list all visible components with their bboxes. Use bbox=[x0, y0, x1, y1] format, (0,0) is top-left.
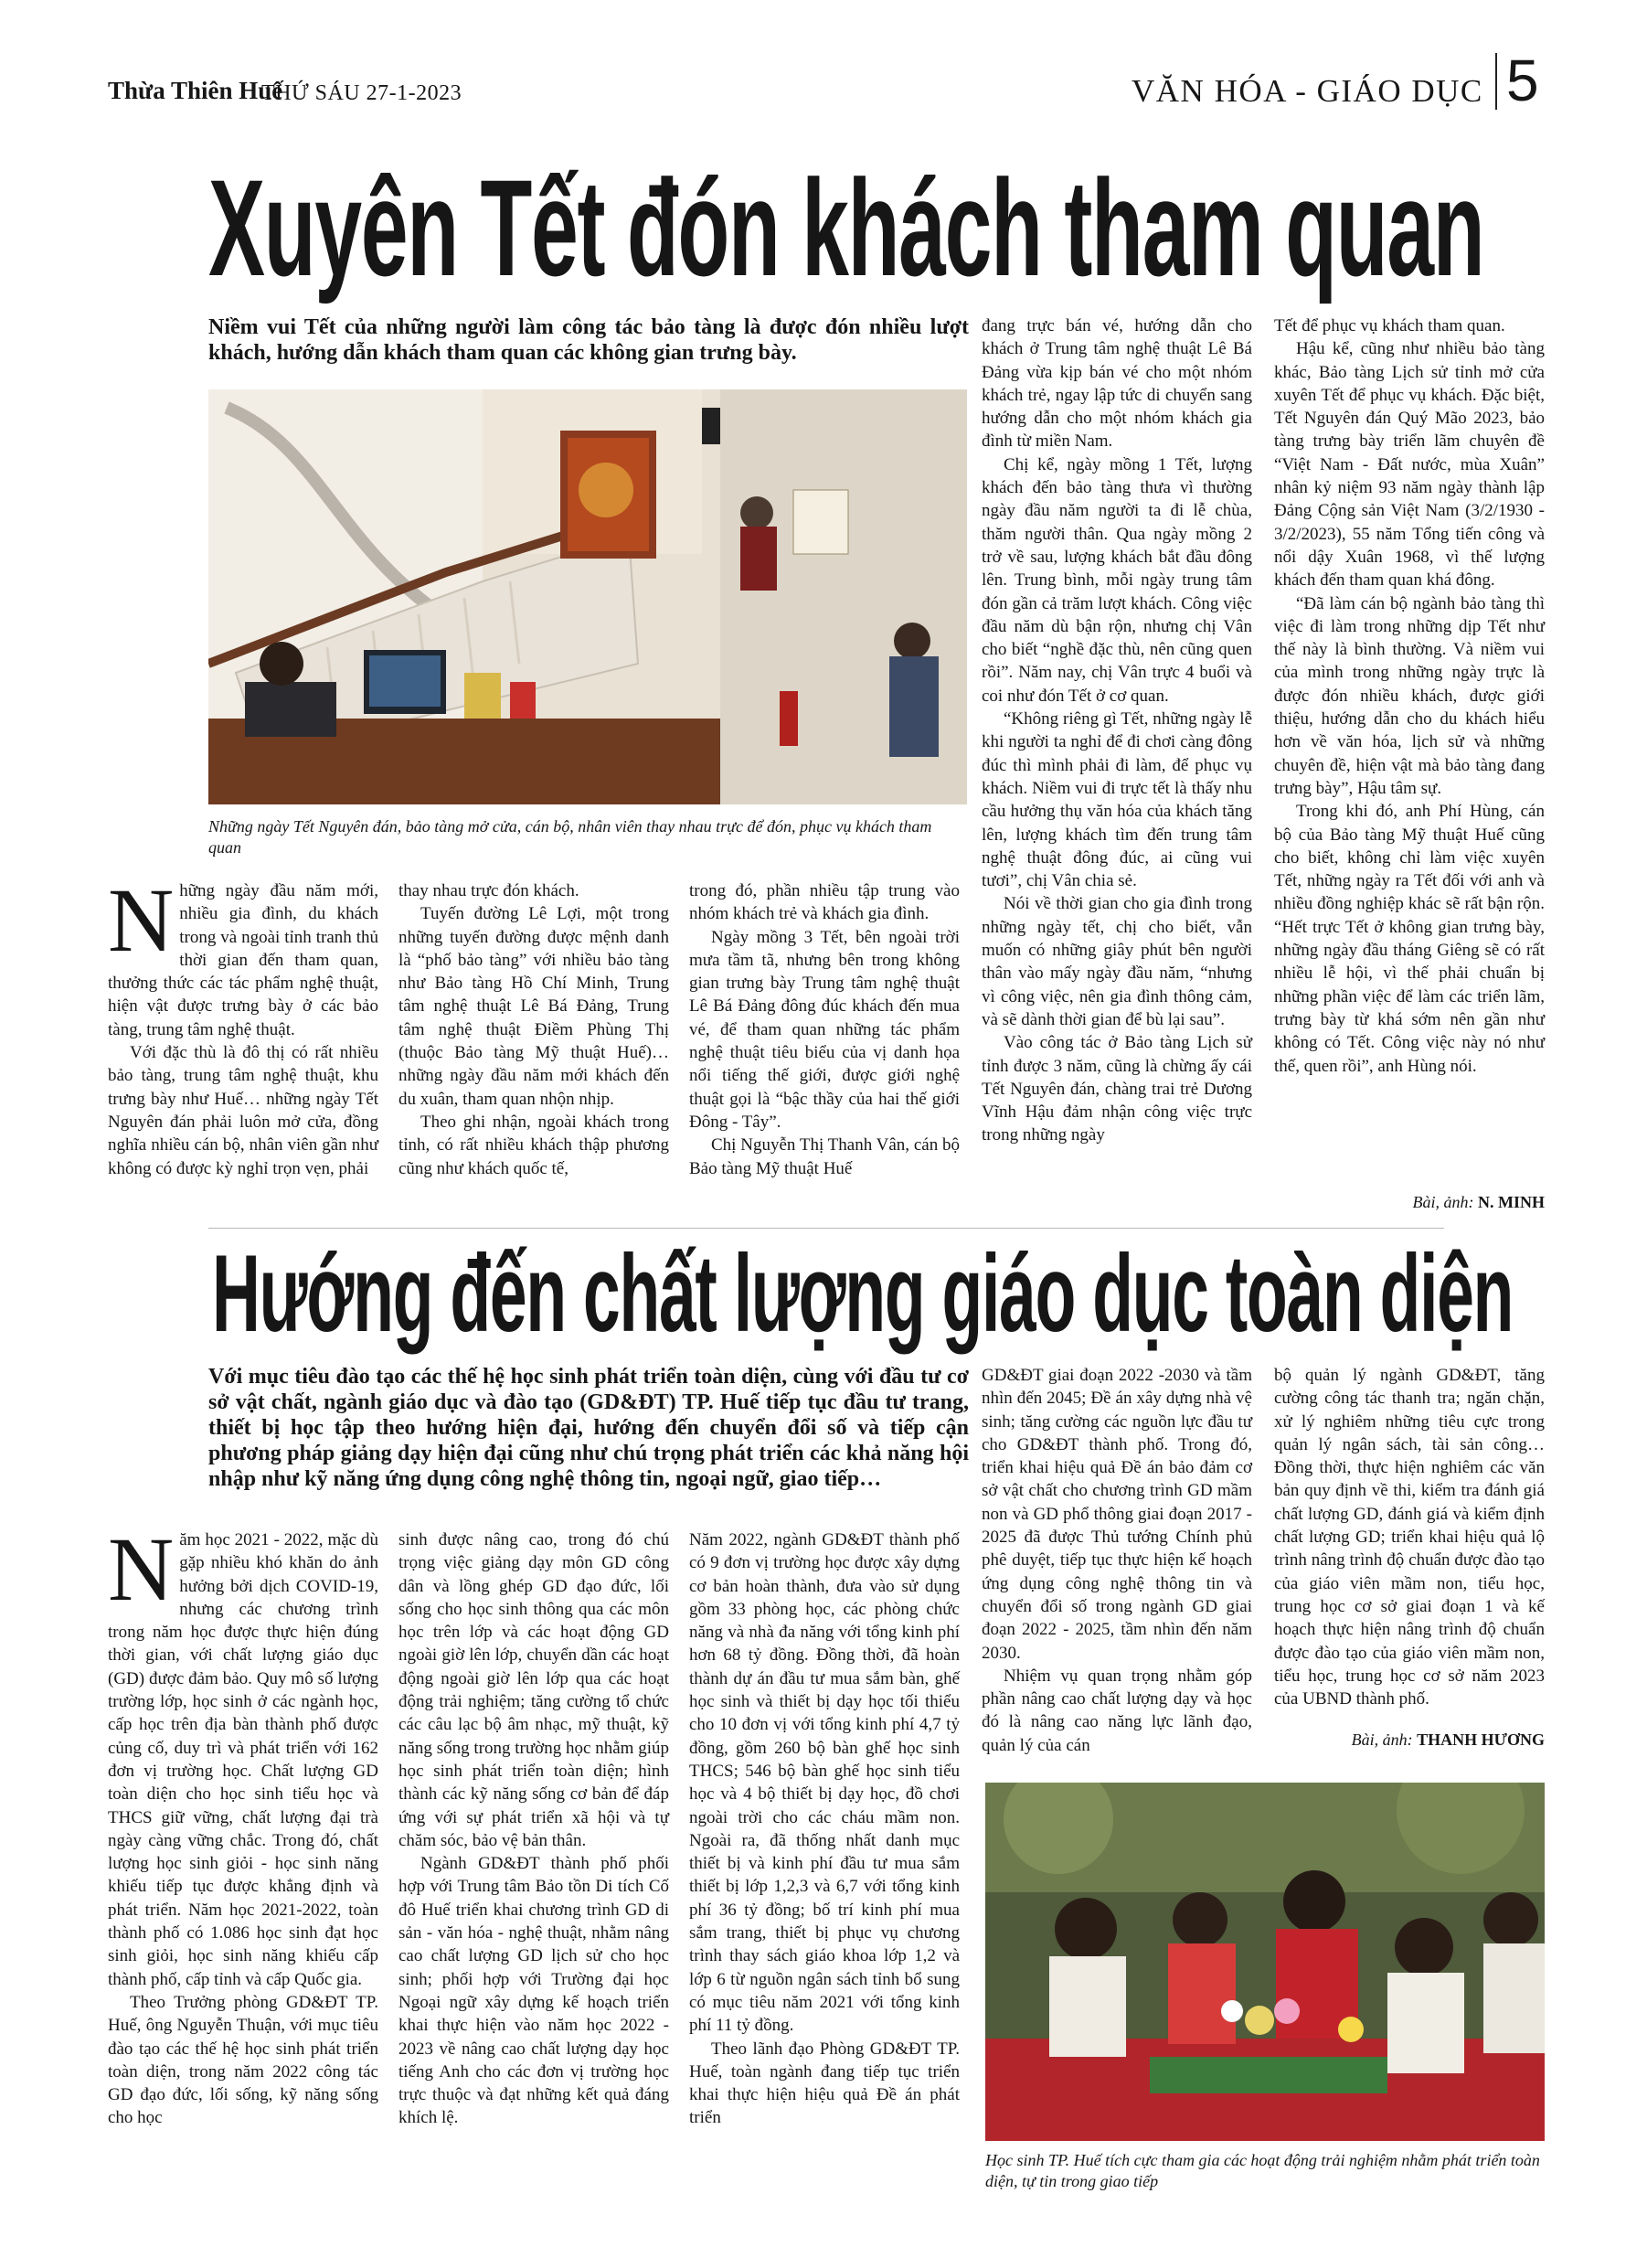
children-activity-photo bbox=[985, 1783, 1545, 2141]
article1-title: Xuyên Tết đón khách tham quan bbox=[208, 151, 1484, 304]
header-divider bbox=[1495, 53, 1497, 110]
section-name: VĂN HÓA - GIÁO DỤC bbox=[1132, 73, 1483, 109]
newspaper-name: Thừa Thiên Huế bbox=[108, 77, 283, 104]
paragraph: ăm học 2021 - 2022, mặc dù gặp nhiều khó khăn do ảnh hưởng bởi dịch COVID-19, nhưng các chương trình trong năm học được thực hiện đúng thời gian, với chất lượng giáo dục (GD) được đảm bảo. Quy mô số lượng trường lớp, học sinh ở các ngành học, cấp học trên địa bàn thành phố được củng cố, duy trì và phát triển với 162 đơn vị trường học. Chất lượng GD toàn diện cho học sinh tiểu học và THCS giữ vững, chất lượng đại trà ngày càng vững chắc. Trong đó, chất lượng học sinh giỏi - học sinh năng khiếu tiếp tục được khẳng định và phát triển. Năm học 2021-2022, toàn thành phố có 1.086 học sinh đạt học sinh giỏi, học sinh năng khiếu cấp thành phố, cấp tỉnh và cấp Quốc gia. bbox=[108, 1530, 378, 1989]
article1-photo-caption: Những ngày Tết Nguyên đán, bảo tàng mở cửa, cán bộ, nhân viên thay nhau trực để đón, phục vụ khách tham quan bbox=[208, 817, 932, 857]
article1-byline bbox=[1274, 1193, 1545, 1212]
paragraph: “Không riêng gì Tết, những ngày lễ khi người ta nghỉ để đi chơi càng đông đúc thì mình phải đi làm, để phục vụ khách. Niềm vui đi trực tết là thấy nhu cầu hưởng thụ văn hóa của khách tăng lên, lượng khách tìm đến trung tâm nghệ thuật đông đúc, ai cũng vui tươi”, chị Vân chia sẻ. bbox=[982, 709, 1252, 891]
paragraph: Với đặc thù là đô thị có rất nhiều bảo tàng, trung tâm nghệ thuật, khu trưng bày như Huế… những ngày Tết Nguyên đán phải luôn mở cửa, đồng nghĩa nhiều cán bộ, nhân viên gần như không có được kỳ nghỉ trọn vẹn, phải bbox=[108, 1043, 378, 1178]
drop-cap: N bbox=[108, 869, 175, 971]
paragraph: Ngày mồng 3 Tết, bên ngoài trời mưa tầm tã, nhưng bên trong không gian trưng bày Trung tâm nghệ thuật Lê Bá Đảng đông đúc khách đến mua vé, để tham quan những tác phẩm nghệ thuật tiêu biểu của vị danh họa nổi tiếng thế giới, được giới nghệ thuật gọi là “bậc thầy của hai thế giới Đông - Tây”. bbox=[689, 927, 960, 1132]
article2-column-1 bbox=[108, 1518, 378, 2130]
paragraph: sinh được nâng cao, trong đó chú trọng việc giảng dạy môn GD công dân và lồng ghép GD đạo đức, lối sống cho học sinh thông qua các môn học trên lớp và các hoạt động GD ngoài giờ lên lớp, chuyển dần các hoạt động ngoài giờ lên lớp qua các hoạt động trải nghiệm; tăng cường tổ chức các câu lạc bộ âm nhạc, mỹ thuật, kỹ năng sống trong trường học nhằm giúp học sinh phát triển toàn diện; hình thành các kỹ năng sống cơ bản để đáp ứng với sự phát triển xã hội và tự chăm sóc, bảo vệ bản thân. bbox=[398, 1530, 669, 1850]
article2-lead: Với mục tiêu đào tạo các thế hệ học sinh phát triển toàn diện, cùng với đầu tư cơ sở vật chất, ngành giáo dục và đào tạo (GD&ĐT) TP. Huế tiếp tục đầu tư trang, thiết bị học tập theo hướng hiện đại, hướng đến chuyển đổi số và tiếp cận phương pháp giảng dạy hiện đại cũng như chú trọng phát triển các khả năng hội nhập như kỹ năng ứng dụng công nghệ thông tin, ngoại ngữ, giao tiếp… bbox=[208, 1365, 969, 1491]
paragraph: Ngành GD&ĐT thành phố phối hợp với Trung tâm Bảo tồn Di tích Cố đô Huế triển khai chương trình GD di sản - văn hóa - nghệ thuật, nhằm nâng cao chất lượng GD lịch sử cho học sinh; phối hợp với Trường đại học Ngoại ngữ xây dựng kế hoạch triển khai thực hiện vào năm học 2022 - 2023 về nâng cao chất lượng dạy học tiếng Anh cho các đơn vị trường học trực thuộc và đạt những kết quả đáng khích lệ. bbox=[398, 1854, 669, 2128]
paragraph: “Đã làm cán bộ ngành bảo tàng thì việc đi làm trong những dịp Tết như thế này là bình thường. Và niềm vui của mình trong những ngày trực là được đón nhiều khách, được giới thiệu, hướng dẫn cho du khách hiểu hơn về văn hóa, lịch sử và những chuyên đề, hiện vật mà bảo tàng đang trưng bày”, Hậu tâm sự. bbox=[1274, 593, 1545, 798]
byline-prefix: Bài, ảnh: bbox=[1412, 1193, 1474, 1211]
article2-column-4 bbox=[982, 1364, 1252, 1757]
article2-title: Hướng đến chất lượng giáo dục toàn diện bbox=[212, 1232, 1514, 1355]
paragraph: Theo lãnh đạo Phòng GD&ĐT TP. Huế, toàn ngành đang tiếp tục triển khai thực hiện hiệu quả Đề án phát triển bbox=[689, 2039, 960, 2128]
paragraph: Chị Nguyễn Thị Thanh Vân, cán bộ Bảo tàng Mỹ thuật Huế bbox=[689, 1135, 960, 1178]
issue-date: THỨ SÁU 27-1-2023 bbox=[261, 81, 462, 105]
paragraph: hững ngày đầu năm mới, nhiều gia đình, du khách trong và ngoài tỉnh tranh thủ thời gian đến tham quan, thưởng thức các tác phẩm nghệ thuật, hiện vật được trưng bày ở các bảo tàng, trung tâm nghệ thuật. bbox=[108, 881, 378, 1039]
paragraph: Theo Trưởng phòng GD&ĐT TP. Huế, ông Nguyễn Thuận, với mục tiêu đào tạo các thế hệ học sinh phát triển toàn diện, trong năm 2022 công tác GD đạo đức, lối sống, kỹ năng sống cho học bbox=[108, 1992, 378, 2128]
museum-staircase-photo bbox=[208, 389, 967, 804]
page-number: 5 bbox=[1506, 48, 1539, 113]
paragraph: Chị kể, ngày mồng 1 Tết, lượng khách đến bảo tàng thưa vì thường ngày đầu năm người ta đi lễ chùa, thăm người thân. Qua ngày mồng 2 trở về sau, lượng khách bắt đầu đông lên. Trung bình, mỗi ngày trung tâm đón gần cả trăm lượt khách. Công việc đầu năm dù bận rộn, nhưng chị Vân cho biết “nghề đặc thù, nên cũng quen rồi”. Năm nay, chị Vân trực 4 buổi và coi như đón Tết ở cơ quan. bbox=[982, 454, 1252, 706]
paragraph: Tuyến đường Lê Lợi, một trong những tuyến đường được mệnh danh là “phố bảo tàng” với nhiều bảo tàng như Bảo tàng Hồ Chí Minh, Trung tâm nghệ thuật Lê Bá Đảng, Trung tâm nghệ thuật Điềm Phùng Thị (thuộc Bảo tàng Mỹ thuật Huế)… những ngày đầu năm mới khách đến du xuân, tham quan nhộn nhịp. bbox=[398, 904, 669, 1109]
article1-column-5 bbox=[1274, 314, 1545, 1078]
byline-author: THANH HƯƠNG bbox=[1417, 1730, 1545, 1749]
article1-column-2 bbox=[398, 879, 669, 1180]
paragraph: Theo ghi nhận, ngoài khách trong tỉnh, có rất nhiều khách thập phương cũng như khách quốc tế, bbox=[398, 1112, 669, 1178]
drop-cap: N bbox=[108, 1518, 175, 1620]
article2-column-2 bbox=[398, 1528, 669, 2130]
article1-column-1 bbox=[108, 869, 378, 1180]
paragraph: đang trực bán vé, hướng dẫn cho khách ở Trung tâm nghệ thuật Lê Bá Đảng vừa kịp bán vé cho một nhóm khách trẻ, ngay lập tức di chuyển sang hướng dẫn cho một nhóm khách gia đình từ miền Nam. bbox=[982, 316, 1252, 452]
paragraph: GD&ĐT giai đoạn 2022 -2030 và tầm nhìn đến 2045; Đề án xây dựng nhà vệ sinh; tăng cường các nguồn lực đầu tư cho GD&ĐT thành phố. Trong đó, triển khai hiệu quả Đề án bảo đảm cơ sở vật chất cho chương trình GD mầm non và GD phổ thông giai đoạn 2017 - 2025 đã được Thủ tướng Chính phủ phê duyệt, tiếp tục thực hiện kế hoạch ứng dụng công nghệ thông tin và chuyển đổi số trong ngành GD giai đoạn 2022 - 2025, tầm nhìn đến năm 2030. bbox=[982, 1366, 1252, 1663]
paragraph: trong đó, phần nhiều tập trung vào nhóm khách trẻ và khách gia đình. bbox=[689, 881, 960, 924]
article2-byline bbox=[1274, 1730, 1545, 1750]
paragraph: Trong khi đó, anh Phí Hùng, cán bộ của Bảo tàng Mỹ thuật Huế cũng cho biết, không chỉ làm việc xuyên Tết, những ngày ra Tết đối với anh và nhiều đồng nghiệp khác sẽ rất bận rộn. “Hết trực Tết ở không gian trưng bày, những ngày đầu tháng Giêng sẽ có rất nhiều lễ hội, vì thế phải chuẩn bị những phần việc để làm các triển lãm, trưng bày từ khá sớm nên gần như không có Tết. Công việc này nó như thế, quen rồi”, anh Hùng nói. bbox=[1274, 802, 1545, 1076]
article2-column-3 bbox=[689, 1528, 960, 2130]
article1-column-4 bbox=[982, 314, 1252, 1147]
paragraph: bộ quản lý ngành GD&ĐT, tăng cường công tác thanh tra; ngăn chặn, xử lý nghiêm những tiêu cực trong quản lý ngân sách, tài sản công… Đồng thời, thực hiện nghiêm các văn bản quy định về thi, kiểm tra đánh giá chất lượng GD, đánh giá và kiểm định chất lượng GD; triển khai hiệu quả lộ trình nâng trình độ chuẩn được đào tạo của giáo viên mầm non, tiểu học, trung học cơ sở giai đoạn 1 và kế hoạch thực hiện nâng trình độ chuẩn được đào tạo của giáo viên mầm non, tiểu học, trung học cơ sở năm 2023 của UBND thành phố. bbox=[1274, 1366, 1545, 1709]
paragraph: Nhiệm vụ quan trọng nhằm góp phần nâng cao chất lượng dạy và học đó là nâng cao năng lực lãnh đạo, quản lý của cán bbox=[982, 1666, 1252, 1755]
article2-photo-caption: Học sinh TP. Huế tích cực tham gia các hoạt động trải nghiệm nhằm phát triển toàn diện, tự tin trong giao tiếp bbox=[985, 2151, 1540, 2190]
paragraph: Năm 2022, ngành GD&ĐT thành phố có 9 đơn vị trường học được xây dựng cơ bản hoàn thành, đưa vào sử dụng gồm 33 phòng học, các phòng chức năng và nhà đa năng với tổng kinh phí hơn 68 tỷ đồng. Đồng thời, đã hoàn thành dự án đầu tư mua sắm bàn, ghế học sinh và thiết bị dạy học tối thiểu cho 10 đơn vị với tổng kinh phí 4,7 tỷ đồng, gồm 260 bộ bàn ghế học sinh THCS; 546 bộ bàn ghế học sinh tiểu học và 4 bộ thiết bị dạy học, đồ chơi ngoài trời cho các cháu mầm non. Ngoài ra, đã thống nhất danh mục thiết bị và kinh phí đầu tư mua sắm thiết bị lớp 1,2,3 và 6,7 với tổng kinh phí 36 tỷ đồng; bố trí kinh phí mua sắm trang, thiết bị phục vụ chương trình thay sách giáo khoa lớp 1,2 và lớp 6 từ nguồn ngân sách tỉnh bổ sung có mục tiêu năm 2021 với tổng kinh phí 11 tỷ đồng. bbox=[689, 1530, 960, 2036]
paragraph: Nói về thời gian cho gia đình trong những ngày tết, chị cho biết, vẫn muốn có những giây phút bên người thân vào mấy ngày đầu năm, “nhưng vì công việc, nên gia đình thông cảm, và sẽ dành thời gian để bù lại sau”. bbox=[982, 894, 1252, 1029]
paragraph: Hậu kể, cũng như nhiều bảo tàng khác, Bảo tàng Lịch sử tỉnh mở cửa xuyên Tết để phục vụ khách. Đặc biệt, Tết Nguyên đán Quý Mão 2023, bảo tàng trưng bày triển lãm chuyên đề “Việt Nam - Đất nước, mùa Xuân” nhân kỷ niệm 93 năm ngày thành lập Đảng Cộng sản Việt Nam (3/2/1930 - 3/2/2023), 55 năm Tổng tiến công và nổi dậy Xuân 1968, vì thế lượng khách đến tham quan khá đông. bbox=[1274, 339, 1545, 591]
paragraph: Vào công tác ở Bảo tàng Lịch sử tỉnh được 3 năm, cũng là chừng ấy cái Tết Nguyên đán, chàng trai trẻ Dương Vĩnh Hậu đảm nhận công việc trực trong những ngày bbox=[982, 1033, 1252, 1145]
paragraph: Tết để phục vụ khách tham quan. bbox=[1274, 316, 1505, 335]
article1-column-3 bbox=[689, 879, 960, 1180]
byline-prefix: Bài, ảnh: bbox=[1351, 1730, 1413, 1749]
article-separator bbox=[208, 1228, 1444, 1229]
article2-column-5 bbox=[1274, 1364, 1545, 1710]
article1-lead: Niềm vui Tết của những người làm công tác bảo tàng là được đón nhiều lượt khách, hướng dẫn khách tham quan các không gian trưng bày. bbox=[208, 315, 969, 365]
paragraph: thay nhau trực đón khách. bbox=[398, 881, 579, 900]
byline-author: N. MINH bbox=[1478, 1193, 1545, 1211]
